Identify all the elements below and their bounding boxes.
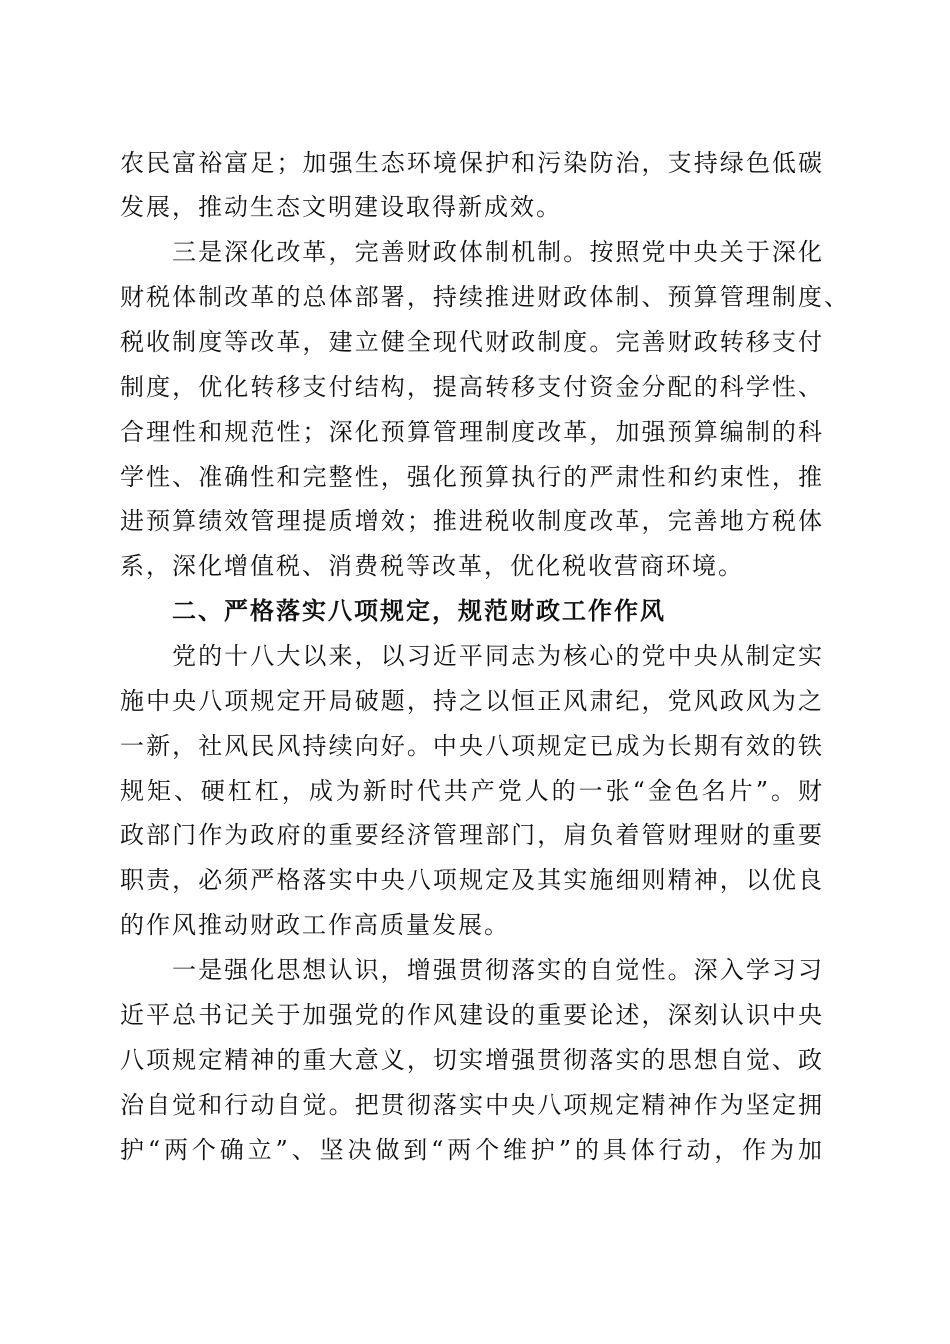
paragraph-continuation xyxy=(120,141,822,231)
text-line: 税收制度等改革，建立健全现代财政制度。完善财政转移支付 xyxy=(120,328,822,357)
section-heading: 二、严格落实八项规定，规范财政工作作风 xyxy=(172,596,666,626)
paragraph-eight-rules xyxy=(120,634,822,948)
text-line: 一是强化思想认识，增强贯彻落实的自觉性。深入学习习 xyxy=(172,956,822,985)
text-line: 施中央八项规定开局破题，持之以恒正风肃纪，党风政风为之 xyxy=(120,686,822,715)
text-line: 发展，推动生态文明建设取得新成效。 xyxy=(120,193,562,222)
text-line: 护“两个确立”、坚决做到“两个维护”的具体行动，作为加 xyxy=(120,1135,822,1164)
text-line: 合理性和规范性；深化预算管理制度改革，加强预算编制的科 xyxy=(120,417,822,446)
text-line: 财税体制改革的总体部署，持续推进财政体制、预算管理制度、 xyxy=(120,283,848,312)
text-line: 制度，优化转移支付结构，提高转移支付资金分配的科学性、 xyxy=(120,372,822,401)
text-line: 学性、准确性和完整性，强化预算执行的严肃性和约束性，推 xyxy=(120,462,822,491)
text-line: 政部门作为政府的重要经济管理部门，肩负着管财理财的重要 xyxy=(120,821,822,850)
text-line: 规矩、硬杠杠，成为新时代共产党人的一张“金色名片”。财 xyxy=(120,776,822,805)
text-line: 治自觉和行动自觉。把贯彻落实中央八项规定精神作为坚定拥 xyxy=(120,1090,822,1119)
text-line: 的作风推动财政工作高质量发展。 xyxy=(120,911,510,940)
document-body xyxy=(120,141,848,1173)
paragraph-strengthen-awareness xyxy=(120,948,822,1172)
text-line: 党的十八大以来，以习近平同志为核心的党中央从制定实 xyxy=(172,642,822,671)
text-line: 职责，必须严格落实中央八项规定及其实施细则精神，以优良 xyxy=(120,866,822,895)
text-line: 近平总书记关于加强党的作风建设的重要论述，深刻认识中央 xyxy=(120,1000,822,1029)
text-line: 进预算绩效管理提质增效；推进税收制度改革，完善地方税体 xyxy=(120,507,822,536)
text-line: 农民富裕富足；加强生态环境保护和污染防治，支持绿色低碳 xyxy=(120,148,822,177)
text-line: 八项规定精神的重大意义，切实增强贯彻落实的思想自觉、政 xyxy=(120,1045,822,1074)
text-line: 三是深化改革，完善财政体制机制。按照党中央关于深化 xyxy=(172,238,822,267)
text-line: 一新，社风民风持续向好。中央八项规定已成为长期有效的铁 xyxy=(120,731,822,760)
text-line: 系，深化增值税、消费税等改革，优化税收营商环境。 xyxy=(120,552,744,581)
paragraph-deepen-reform xyxy=(120,230,848,589)
